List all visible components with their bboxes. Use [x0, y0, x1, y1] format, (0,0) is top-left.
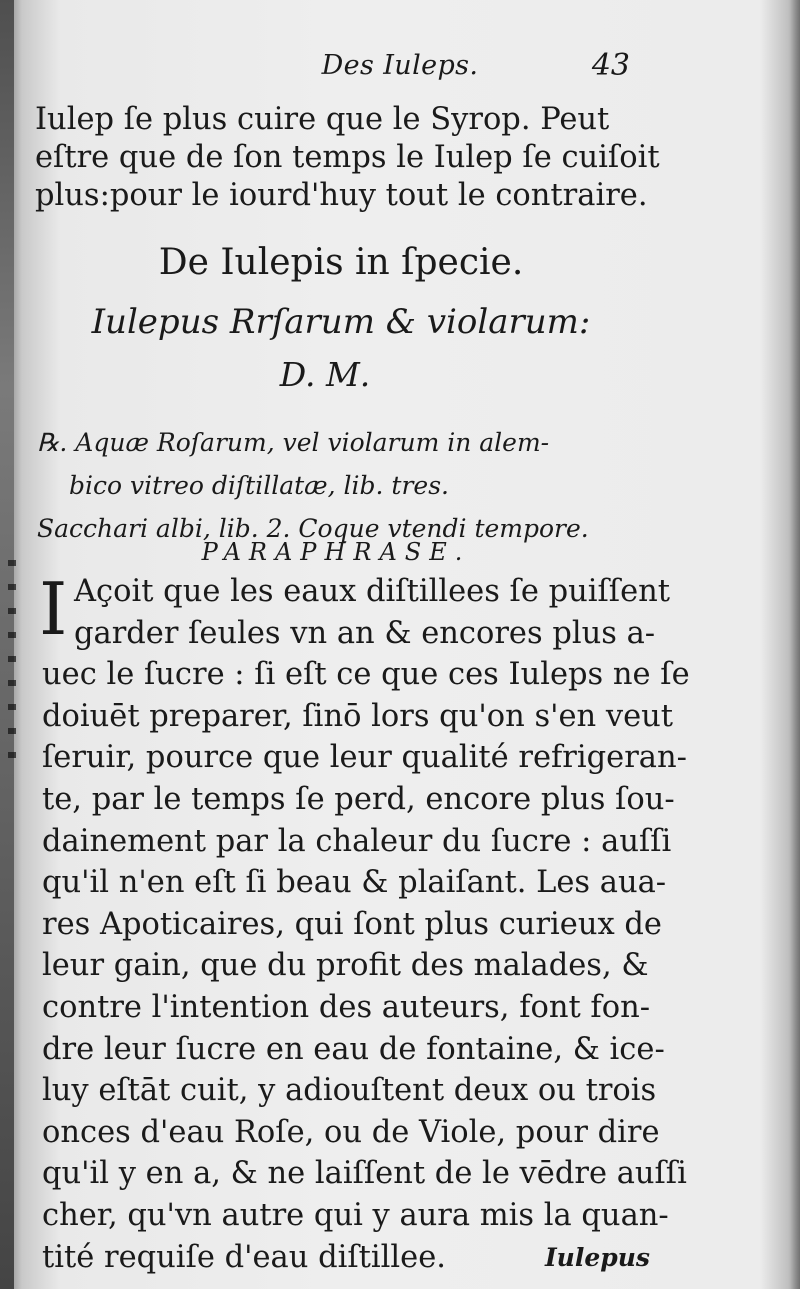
paraphrase-body	[39, 567, 690, 1278]
page-header	[0, 48, 800, 92]
body-line: onces d'eau Roſe, ou de Viole, pour dire	[42, 1114, 660, 1150]
body-line: doiuēt preparer, ſinō lors qu'on s'en veut	[42, 698, 674, 734]
body-line: leur gain, que du profit des malades, &	[42, 948, 649, 984]
recipe-formula	[37, 421, 657, 550]
body-line: dainement par la chaleur du ſucre : auſſi	[42, 823, 672, 859]
body-line: te, par le temps ſe perd, encore plus ſou-	[42, 781, 675, 817]
section-title: De Iulepis in ſpecie.	[158, 242, 524, 283]
recipe-title: Iulepus Rrſarum & violarum:	[91, 302, 591, 342]
intro-line: plus:pour le iourd'huy tout le contraire.	[35, 178, 648, 213]
body-line: ſeruir, pource que leur qualité refrigeran-	[42, 740, 687, 776]
body-line: uec le ſucre : ſi eſt ce que ces Iuleps ne ſe	[42, 657, 690, 693]
body-line: qu'il y en a, & ne laiſſent de le vēdre auſſi	[42, 1156, 687, 1192]
body-line: Açoit que les eaux diſtillees ſe puiſſent	[74, 574, 671, 609]
body-line: contre l'intention des auteurs, font fon-	[42, 989, 651, 1025]
running-head: Des Iuleps.	[321, 50, 479, 81]
intro-line: eſtre que de ſon temps le Iulep ſe cuiſoit	[35, 140, 660, 175]
body-line: res Apoticaires, qui ſont plus curieux de	[42, 906, 662, 942]
recipe-abbreviation: D. M.	[279, 355, 371, 394]
drop-cap: I	[39, 567, 68, 651]
body-line: garder ſeules vn an & encores plus a-	[74, 615, 656, 651]
page-right-edge	[788, 0, 800, 1289]
page-number: 43	[591, 48, 630, 83]
intro-paragraph	[35, 101, 660, 215]
formula-line: ℞. Aquæ Roſarum, vel violarum in alem-	[37, 428, 550, 457]
body-line: luy eſtāt cuit, y adiouſtent deux ou trois	[42, 1073, 657, 1109]
paraphrase-heading: PARAPHRASE.	[201, 538, 471, 566]
body-line: dre leur ſucre en eau de fontaine, & ice-	[42, 1031, 665, 1067]
gutter-marks	[8, 560, 16, 760]
catchword: Iulepus	[544, 1243, 650, 1272]
body-line: cher, qu'vn autre qui y aura mis la quan-	[42, 1197, 669, 1233]
formula-line: bico vitreo diſtillatæ, lib. tres.	[69, 471, 449, 500]
intro-line: Iulep ſe plus cuire que le Syrop. Peut	[35, 102, 610, 137]
formula-line: Sacchari albi, lib. 2. Coque vtendi tempore.	[37, 514, 589, 543]
body-line: tité requiſe d'eau diſtillee.	[42, 1239, 446, 1275]
body-line: qu'il n'en eſt ſi beau & plaiſant. Les aua-	[42, 865, 667, 901]
